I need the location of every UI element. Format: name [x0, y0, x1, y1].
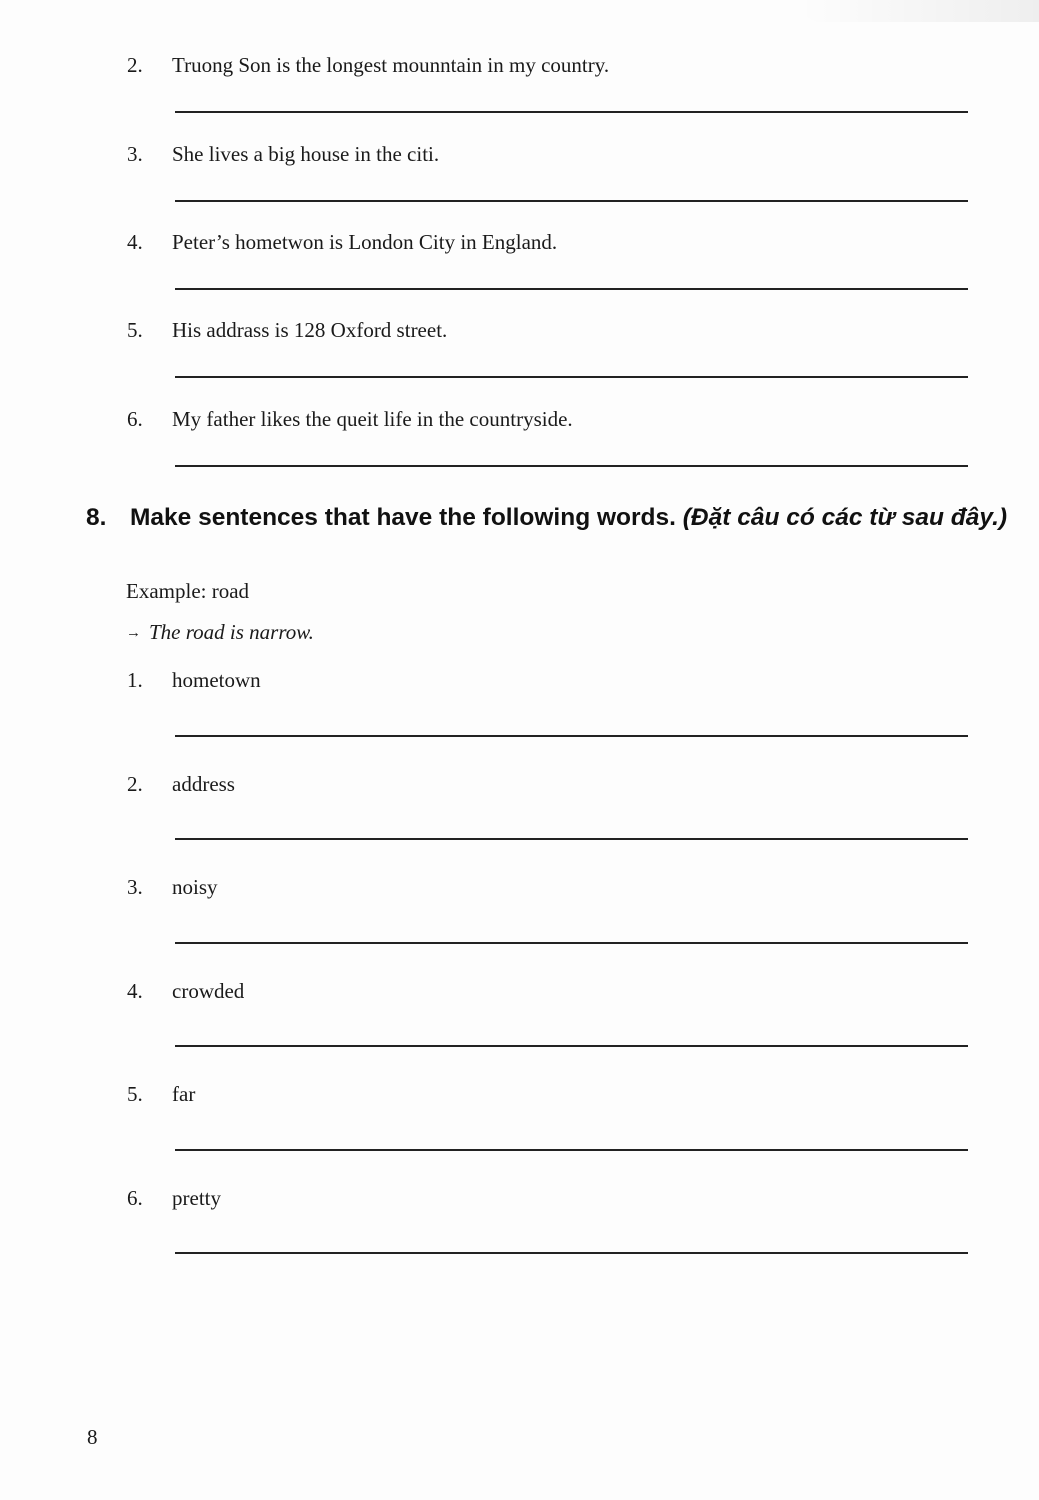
item-number: 2. — [127, 772, 143, 796]
answer-line[interactable] — [175, 942, 968, 944]
item-number: 4. — [127, 230, 143, 254]
answer-line[interactable] — [175, 1149, 968, 1151]
item-sentence: His addrass is 128 Oxford street. — [172, 318, 448, 342]
example-answer-text: The road is narrow. — [149, 620, 314, 644]
answer-line[interactable] — [175, 111, 968, 113]
item-word: noisy — [172, 875, 218, 899]
answer-line[interactable] — [175, 376, 968, 378]
item-sentence: Truong Son is the longest mounntain in my country. — [172, 53, 610, 77]
arrow-right-icon: → — [126, 625, 141, 641]
example-answer — [126, 620, 314, 647]
item-word: pretty — [172, 1186, 221, 1210]
exercise-number: 8. — [86, 504, 107, 531]
item-word: hometown — [172, 668, 261, 692]
instruction-english: Make sentences that have the following words. — [130, 504, 676, 531]
page-corner-shadow — [799, 0, 1039, 22]
item-sentence: My father likes the queit life in the countryside. — [172, 407, 573, 431]
item-number: 3. — [127, 142, 143, 166]
example-label: Example: road — [126, 579, 250, 603]
item-sentence: Peter’s hometwon is London City in England. — [172, 230, 558, 254]
instruction-vietnamese: (Đặt câu có các từ sau đây.) — [682, 504, 1008, 531]
item-number: 5. — [127, 1082, 143, 1106]
answer-line[interactable] — [175, 1045, 968, 1047]
answer-line[interactable] — [175, 735, 968, 737]
item-number: 2. — [127, 53, 143, 77]
item-number: 3. — [127, 875, 143, 899]
answer-line[interactable] — [175, 838, 968, 840]
item-number: 5. — [127, 318, 143, 342]
item-number: 6. — [127, 407, 143, 431]
answer-line[interactable] — [175, 200, 968, 202]
item-sentence: She lives a big house in the citi. — [172, 142, 440, 166]
page-number: 8 — [87, 1425, 98, 1449]
item-number: 6. — [127, 1186, 143, 1210]
item-number: 1. — [127, 668, 143, 692]
item-word: crowded — [172, 979, 245, 1003]
answer-line[interactable] — [175, 1252, 968, 1254]
item-word: far — [172, 1082, 196, 1106]
item-word: address — [172, 772, 235, 796]
exercise-instruction — [130, 503, 1010, 532]
answer-line[interactable] — [175, 465, 968, 467]
item-number: 4. — [127, 979, 143, 1003]
answer-line[interactable] — [175, 288, 968, 290]
